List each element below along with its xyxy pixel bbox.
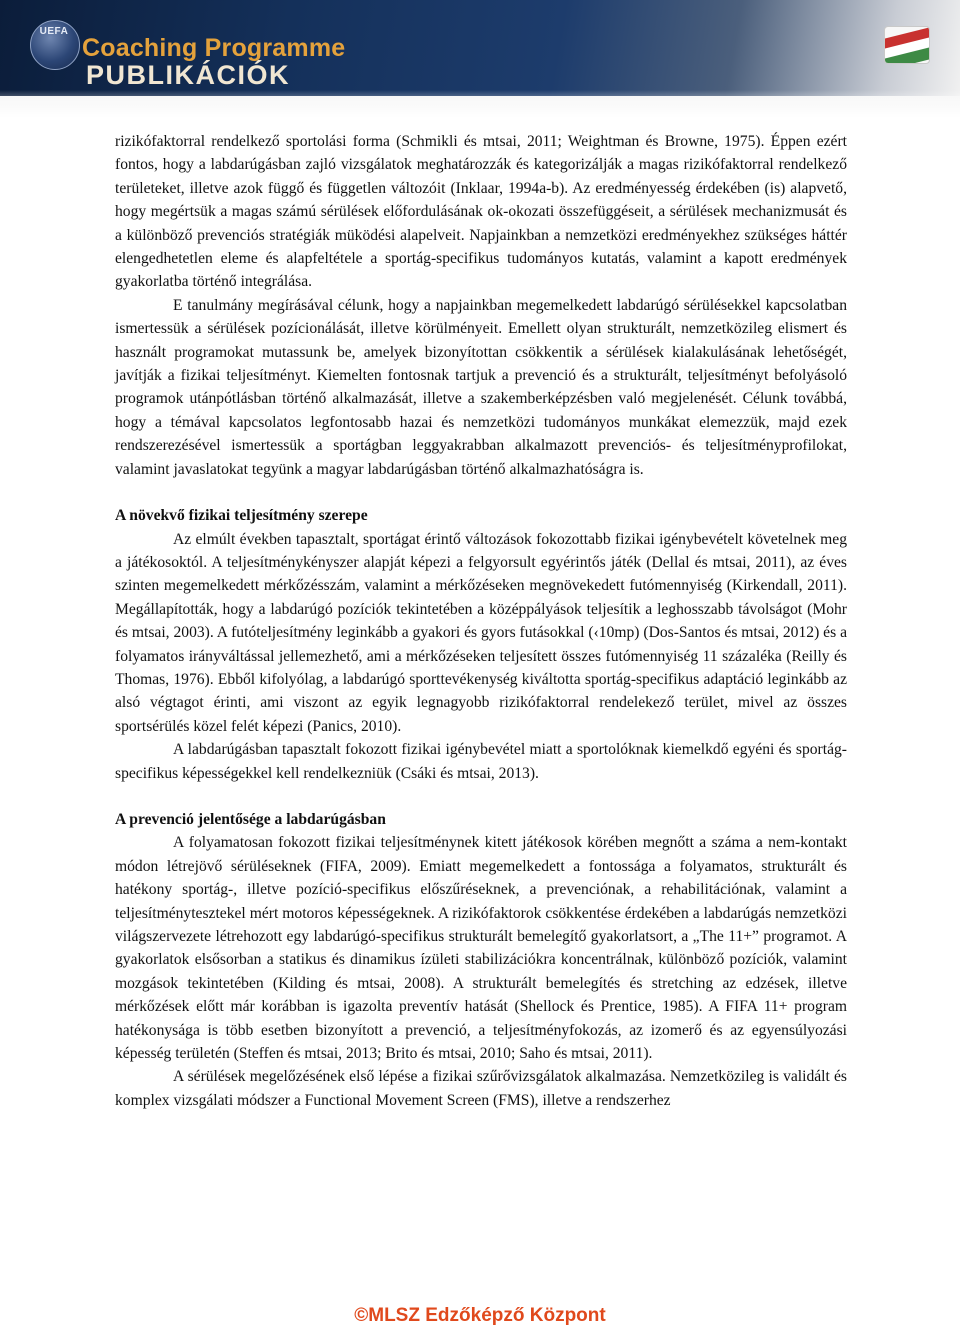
document-body xyxy=(115,130,847,1112)
paragraph: A labdarúgásban tapasztalt fokozott fizikai igénybevétel miatt a sportolóknak kiemelkdő egyéni és sportág-specifikus képességekkel kell rendelkezniük (Csáki és mtsai, 2013). xyxy=(115,741,847,782)
paragraph: A folyamatosan fokozott fizikai teljesítménynek kitett játékosok körében megnőtt a száma a nem-kontakt módon létrejövő sérüléseknek (FIFA, 2009). Emiatt megemelkedett a fontossága a folyamatos, strukturált és hatékony sportág-, illetve pozíció-specifikus előszűréseknek, a prevenciónak, a rehabilitációnak, valamint a teljesítménytesztekel mért motoros képességeknek. A rizikófaktorok csökkentése érdekében a labdarúgás nemzetközi világszervezete létrehozott egy labdarúgó-specifikus strukturált bemelegítő gyakorlatsort, a „The 11+” programot. A gyakorlatok elsősorban a statikus és dinamikus ízületi stabilizációkra koncentrálnak, különböző pozíciók, valamint mozgások tekintetében (Kilding és mtsai, 2008). A strukturált bemelegítés és stretching az edzések, illetve mérkőzések előtt már korábban is igazolta preventív hatását (Shellock és Prentice, 1985). A FIFA 11+ program hatékonysága is több esetben bizonyított a prevenció, a teljesítményfokozás, az izomerő és az egyensúlyozási képesség területén (Steffen és mtsai, 2013; Brito és mtsai, 2010; Saho és mtsai, 2011). xyxy=(115,834,847,1063)
section-heading: A növekvő fizikai teljesítmény szerepe xyxy=(115,507,368,525)
paragraph: E tanulmány megírásával célunk, hogy a napjainkban megemelkedett labdarúgó sérülésekkel kapcsolatban ismertessük a sérülések pozícionálását, illetve körülményeit. Emellett olyan strukturált, nemzetközileg elismert és használt programokat mutassunk be, amelyek bizonyítottan csökkentik a sérülések kialakulásának lehetőségét, javítják a fizikai teljesítményt. Kiemelten fontosnak tartjuk a prevenció és a strukturált, teljesítményt befolyásoló programok utánpótlásban történő alkalmazását, illetve a szakemberképzésben való megjelenését. Célunk továbbá, hogy a témával kapcsolatos legfontosabb hazai és nemzetközi tudományos munkákat elemezzük, majd ezek rendszerezésével ismertessük a sportágban leggyakrabban alkalmazott prevenciós- és teljesítményprofilokat, valamint javaslatokat tegyünk a magyar labdarúgásban történő alkalmazhatóságra is. xyxy=(115,296,847,478)
paragraph: Az elmúlt években tapasztalt, sportágat érintő változások fokozottabb fizikai igénybevételt követelnek meg a játékosoktól. A teljesítménykényszer alapját képezi a felgyorsult egyérintős játék (Dellal és mtsai, 2011), az éves szinten megemelkedett mérkőzésszám, valamint a mérkőzéseken megnövekedett futómennyiség (Kirkendall, 2011). Megállapították, hogy a labdarúgó pozíciók tekintetében a középpályások teljesítik a leghosszabb távolságot (Mohr és mtsai, 2003). A futóteljesítmény leginkább a gyakori és gyors futásokkal (‹10mp) (Dos-Santos és mtsai, 2012) és a folyamatos irányváltással jellemezhető, ami a mérkőzéseken teljesített összes futómennyiség 11 százaléka (Reilly és Thomas, 1976). Ebből kifolyólag, a labdarúgó sporttevékenység kiváltotta sportág-specifikus adaptáció leginkább az alsó végtagot érinti, ami viszont az egyik legnagyobb rizikófaktorral rendelekező terület, mivel az összes sportsérülés közel felét képezi (Panics, 2010). xyxy=(115,530,847,735)
section-heading: A prevenció jelentősége a labdarúgásban xyxy=(115,810,386,828)
hungarian-flag-icon xyxy=(884,26,930,64)
header-title: Coaching Programme xyxy=(82,34,346,62)
paragraph: rizikófaktorral rendelkező sportolási forma (Schmikli és mtsai, 2011; Weightman és Browne, 1975). Éppen ezért fontos, hogy a labdarúgásban zajló vizsgálatok meghatározzák és kategorizálják a magas rizikófaktorral rendelkező területeket, illetve azok függő és független változóit (Inklaar, 1994a-b). Az eredményesség érdekében (is) alapvető, hogy megértsük a magas számú sérülések előfordulásának ok-okozati összefüggéseit, a sérülések mechanizmusát és a különböző prevenciós stratégiák müködési alapelveit. Napjainkban a nemzetközi eredményekhez szükséges háttér elengedhetetlen eleme és alapfeltétele a sportág-specifikus tudományos kutatás, valamint a kapott eredmények gyakorlatba történő integrálása. xyxy=(115,133,847,291)
header-banner xyxy=(0,0,960,118)
header-subtitle: PUBLIKÁCIÓK xyxy=(86,60,290,90)
footer-copyright: ©MLSZ Edzőképző Központ xyxy=(354,1305,606,1326)
paragraph: A sérülések megelőzésének első lépése a fizikai szűrővizsgálatok alkalmazása. Nemzetközileg is validált és komplex vizsgálati módszer a Functional Movement Screen (FMS), illetve a rendszerhez xyxy=(115,1068,847,1109)
uefa-logo-text: UEFA xyxy=(39,26,69,37)
